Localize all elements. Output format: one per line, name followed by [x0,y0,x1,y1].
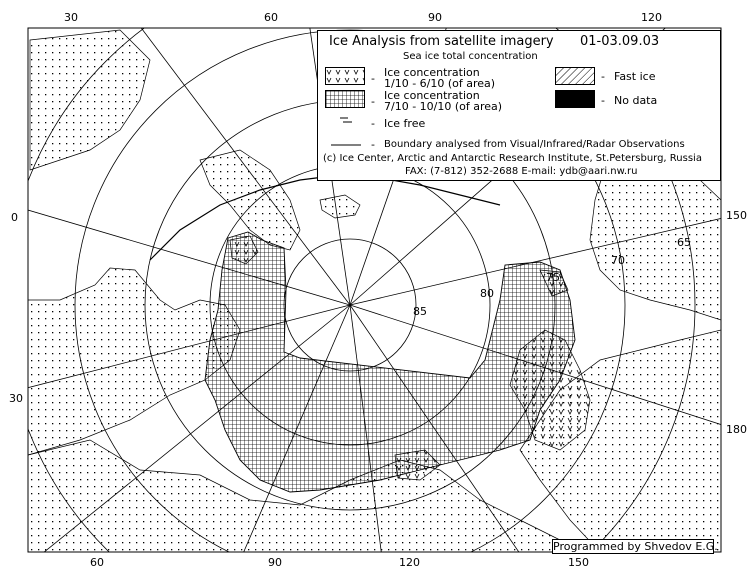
lon-label-top-120: 120 [641,11,662,24]
lon-label-top-90: 90 [428,11,442,24]
credit-box: Programmed by Shvedov E.G. [553,540,718,553]
legend-swatch-ice-free [338,115,354,125]
lon-label-top-30: 30 [64,11,78,24]
lon-label-bottom-120: 120 [399,556,420,569]
legend-dash: - [371,117,375,130]
lon-label-right-150: 150 [726,209,747,222]
lon-label-left-0: 0 [11,211,18,224]
map-subtitle: Sea ice total concentration [403,51,538,62]
legend-swatch-low-concentration [325,67,365,85]
legend-low-line2: 1/10 - 6/10 (of area) [384,77,496,90]
legend-high-line2: 7/10 - 10/10 (of area) [384,100,503,113]
lat-label-75: 75 [546,271,560,284]
lon-label-bottom-150: 150 [568,556,589,569]
lon-label-left-30: 30 [9,392,23,405]
legend-dash: - [601,94,605,107]
legend-source: (c) Ice Center, Arctic and Antarctic Research Institute, St.Petersburg, Russia [323,153,702,164]
lon-label-right-180: 180 [726,423,747,436]
legend-swatch-no-data [555,90,595,108]
lat-label-85: 85 [413,305,427,318]
legend-dash: - [371,72,375,85]
legend-swatch-boundary [331,143,361,147]
lat-label-65: 65 [677,236,691,249]
legend-swatch-fast-ice [555,67,595,85]
legend-dash: - [371,138,375,151]
lon-label-top-60: 60 [264,11,278,24]
map-date-range: 01-03.09.03 [580,34,660,49]
lon-label-bottom-60: 60 [90,556,104,569]
legend-boundary: Boundary analysed from Visual/Infrared/Radar Observations [384,139,685,150]
legend-fast-ice: Fast ice [614,70,656,83]
legend-dash: - [371,95,375,108]
lat-label-80: 80 [480,287,494,300]
legend-swatch-high-concentration [325,90,365,108]
lon-label-bottom-90: 90 [268,556,282,569]
legend-dash: - [601,70,605,83]
legend-box [317,30,721,181]
legend-low-line1: Ice concentration [384,66,480,79]
lat-label-70: 70 [611,254,625,267]
legend-no-data: No data [614,94,658,107]
map-title: Ice Analysis from satellite imagery [329,34,554,49]
legend-high-line1: Ice concentration [384,89,480,102]
legend-contact: FAX: (7-812) 352-2688 E-mail: ydb@aari.nw.ru [405,166,638,177]
legend-ice-free: Ice free [384,117,426,130]
